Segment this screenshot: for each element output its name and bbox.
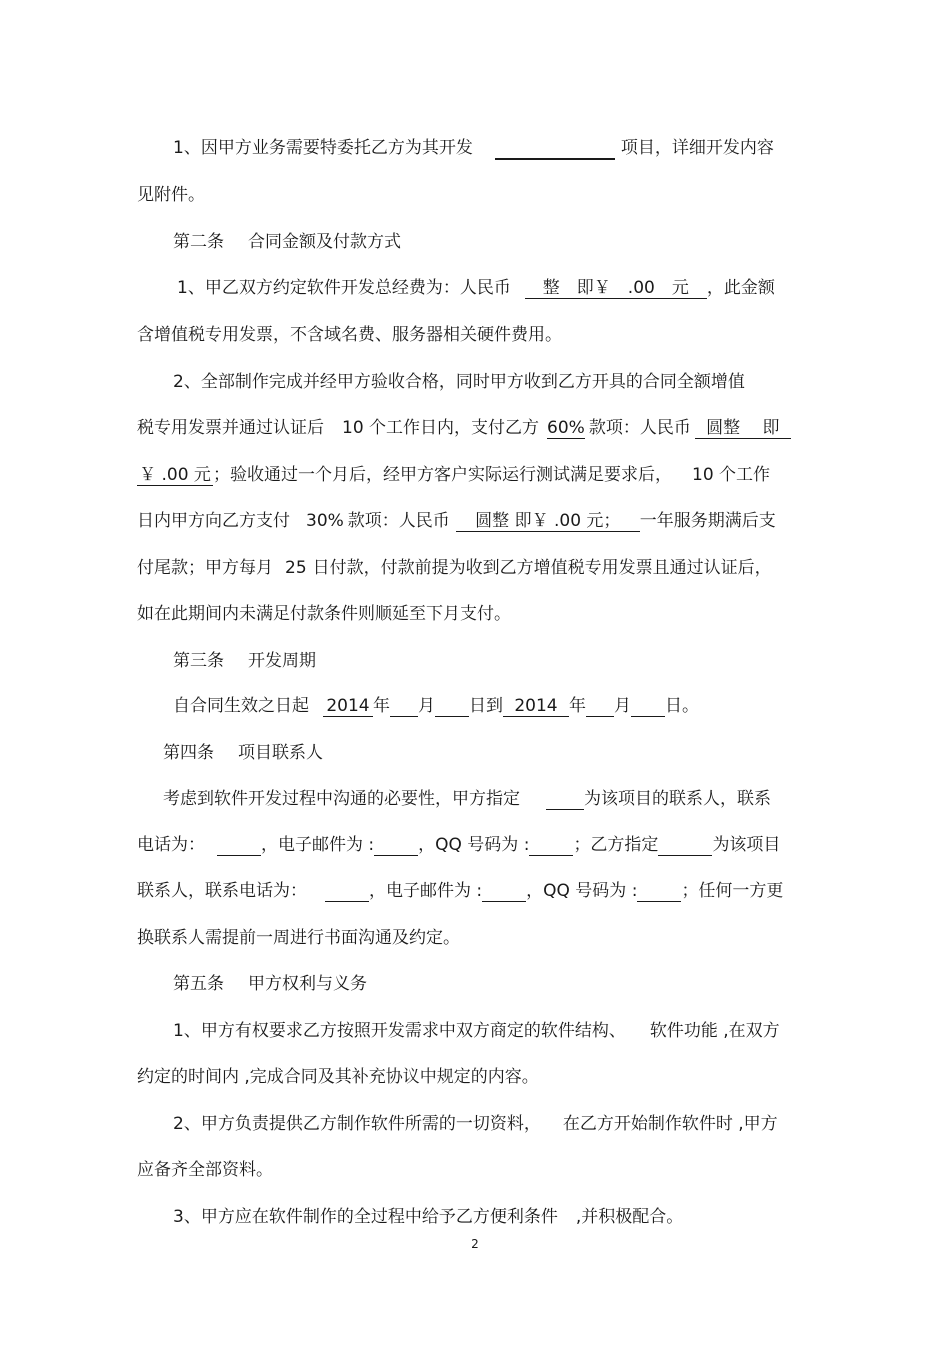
clause3-heading <box>173 650 316 672</box>
clause2-p2-line4-c: 一年服务期满后支 <box>639 511 776 531</box>
clause4-l2-d: ；乙方指定 <box>573 835 659 855</box>
project-name-blank[interactable] <box>495 138 615 160</box>
clause4-l3-d: ；任何一方更 <box>681 881 784 901</box>
clause5-p2-a: 2、甲方负责提供乙方制作软件所需的一切资料， <box>173 1114 541 1134</box>
clause2-p2-line2-a: 税专用发票并通过认证后 <box>137 418 324 438</box>
clause2-p2-line1-text: 2、全部制作完成并经甲方验收合格，同时甲方收到乙方开具的合同全额增值 <box>173 372 745 392</box>
clause2-p2-line5-a: 付尾款；甲方每月 <box>137 558 273 578</box>
first-payment-percent[interactable]: 60% <box>547 418 585 438</box>
clause4-l4: 换联系人需提前一周进行书面沟通及约定。 <box>137 928 460 948</box>
clause3-yue2: 月 <box>614 696 631 716</box>
clause2-p1-cont: 含增值税专用发票，不含域名费、服务器相关硬件费用。 <box>137 325 562 345</box>
page-number: 2 <box>471 1237 479 1251</box>
party-b-qq-field[interactable] <box>637 881 681 902</box>
party-b-contact-field[interactable] <box>658 835 712 856</box>
clause3-p1 <box>173 695 699 717</box>
clause5-p1-line2 <box>137 1066 539 1088</box>
second-payment-percent: 30% <box>306 511 344 531</box>
clause4-l3-c: ，QQ 号码为 : <box>526 881 638 901</box>
clause2-p2-line4-a: 日内甲方向乙方支付 <box>137 511 290 531</box>
clause5-p1-cont: 约定的时间内 ,完成合同及其补充协议中规定的内容。 <box>137 1067 539 1087</box>
clause3-nian2: 年 <box>569 696 586 716</box>
clause2-p1-text-b: ，此金额 <box>706 278 775 298</box>
clause3-p1-prefix: 自合同生效之日起 <box>173 696 309 716</box>
clause4-p1-line4 <box>137 927 460 949</box>
clause5-p2-line2 <box>137 1159 273 1181</box>
clause2-p1-line2 <box>137 324 562 346</box>
clause2-heading-title: 合同金额及付款方式 <box>248 232 401 252</box>
clause4-heading-no: 第四条 <box>163 743 214 763</box>
clause3-nian1: 年 <box>373 696 390 716</box>
second-payment-amount-blank[interactable]: 圆整 即￥ .00 元； <box>456 511 640 532</box>
clause2-heading-no: 第二条 <box>173 232 224 252</box>
clause4-l2-a: 电话为： <box>137 835 205 855</box>
party-b-phone-field[interactable] <box>325 881 369 902</box>
end-year-field[interactable]: 2014 <box>503 696 569 717</box>
clause4-l3-a: 联系人，联系电话为： <box>137 881 307 901</box>
clause5-heading <box>173 973 367 995</box>
clause2-p2-line5 <box>137 557 772 579</box>
clause5-heading-no: 第五条 <box>173 974 224 994</box>
clause2-p2-line2 <box>137 417 791 439</box>
clause2-p1-line1 <box>177 277 775 299</box>
clause5-p3-line1 <box>173 1206 683 1228</box>
first-payment-amount-blank[interactable]: 圆整 即 <box>695 418 791 439</box>
clause2-p2-line3-a: ；验收通过一个月后，经甲方客户实际运行测试满足要求后， <box>213 465 672 485</box>
end-day-field[interactable] <box>631 696 665 717</box>
clause1-p1-text-a: 1、因甲方业务需要特委托乙方为其开发 <box>173 138 473 158</box>
clause1-p1-text-b: 项目，详细开发内容 <box>620 138 774 158</box>
clause5-p1-line1 <box>173 1020 780 1042</box>
total-amount-blank[interactable]: 整 即￥ .00 元 <box>525 278 707 299</box>
clause4-p1-line1 <box>163 788 771 810</box>
first-payment-yuan-blank[interactable]: ￥ .00 元 <box>137 465 213 486</box>
clause4-heading-title: 项目联系人 <box>238 743 323 763</box>
clause4-p1-line3 <box>137 880 783 902</box>
party-a-phone-field[interactable] <box>217 835 261 856</box>
party-a-qq-field[interactable] <box>529 835 573 856</box>
clause4-p1-line2 <box>137 834 780 856</box>
clause3-yue1: 月 <box>418 696 435 716</box>
clause2-p2-line3-b: 10 个工作 <box>692 465 771 485</box>
clause2-p2-line4 <box>137 510 776 532</box>
clause3-heading-no: 第三条 <box>173 651 224 671</box>
payment-day: 25 <box>285 558 307 578</box>
clause5-p2-cont: 应备齐全部资料。 <box>137 1160 273 1180</box>
clause5-p3-a: 3、甲方应在软件制作的全过程中给予乙方便利条件 <box>173 1207 558 1227</box>
clause1-p1-cont: 见附件。 <box>137 185 205 205</box>
clause4-heading <box>163 742 323 764</box>
start-day-field[interactable] <box>435 696 469 717</box>
clause5-heading-title: 甲方权利与义务 <box>248 974 367 994</box>
clause4-l2-c: ，QQ 号码为 : <box>418 835 530 855</box>
clause3-heading-title: 开发周期 <box>248 651 316 671</box>
clause4-l1-a: 考虑到软件开发过程中沟通的必要性，甲方指定 <box>163 789 520 809</box>
clause5-p1-b: 软件功能 ,在双方 <box>649 1021 780 1041</box>
clause5-p1-a: 1、甲方有权要求乙方按照开发需求中双方商定的软件结构、 <box>173 1021 626 1041</box>
clause4-l3-b: ，电子邮件为 : <box>369 881 483 901</box>
clause2-p2-line4-b: 款项：人民币 <box>347 511 450 531</box>
party-a-email-field[interactable] <box>374 835 418 856</box>
clause1-p1-line2 <box>137 184 205 206</box>
clause2-p2-line2-b: 10 个工作日内，支付乙方 <box>342 418 540 438</box>
clause4-l1-b: 为该项目的联系人，联系 <box>584 789 771 809</box>
clause2-p1-text-a: 1、甲乙双方约定软件开发总经费为：人民币 <box>177 278 511 298</box>
clause2-p2-line6-text: 如在此期间内未满足付款条件则顺延至下月支付。 <box>137 604 511 624</box>
clause3-ri-end: 日。 <box>665 696 699 716</box>
clause5-p2-b: 在乙方开始制作软件时 ,甲方 <box>562 1114 778 1134</box>
party-b-email-field[interactable] <box>482 881 526 902</box>
start-month-field[interactable] <box>390 696 418 717</box>
end-month-field[interactable] <box>586 696 614 717</box>
clause2-p2-line6 <box>137 603 511 625</box>
clause1-p1-line1 <box>173 137 774 160</box>
clause2-p2-line3 <box>137 464 770 486</box>
clause5-p2-line1 <box>173 1113 778 1135</box>
clause4-l2-e: 为该项目 <box>712 835 781 855</box>
clause2-p2-line5-b: 日付款，付款前提为收到乙方增值税专用发票且通过认证后， <box>312 558 772 578</box>
clause4-l2-b: ，电子邮件为 : <box>261 835 375 855</box>
clause2-p2-line2-c: 款项：人民币 <box>588 418 691 438</box>
clause2-heading <box>173 231 401 253</box>
start-year-field[interactable]: 2014 <box>323 696 373 717</box>
clause3-ri-dao: 日到 <box>469 696 503 716</box>
clause5-p3-b: ,并积极配合。 <box>575 1207 684 1227</box>
clause2-p2-line1 <box>173 371 745 393</box>
party-a-contact-field[interactable] <box>546 789 584 810</box>
